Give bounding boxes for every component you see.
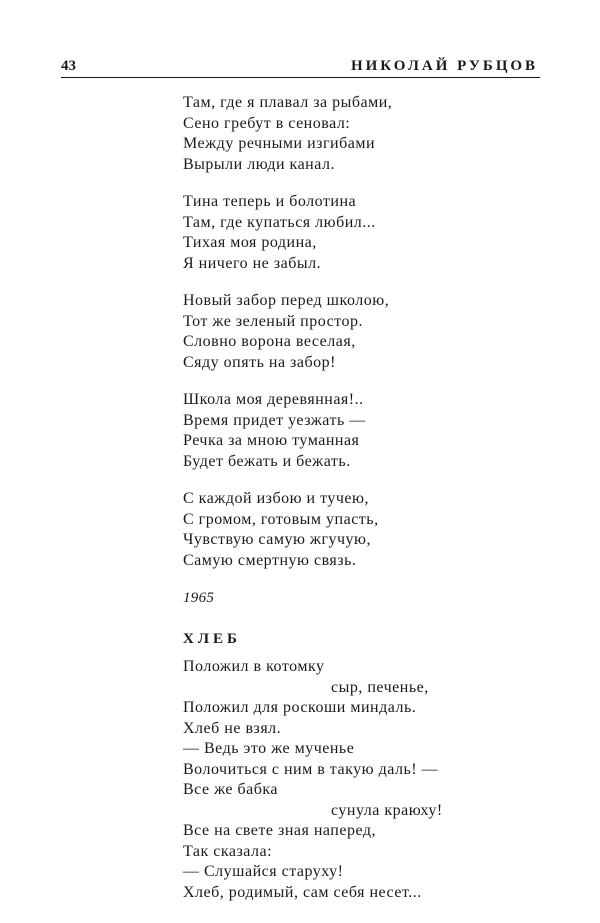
poem-line: Самую смертную связь.	[183, 551, 357, 569]
stanza	[183, 93, 563, 175]
poem-line: — Слушайся старуху!	[183, 863, 344, 880]
poem-line: Новый забор перед школою,	[183, 292, 390, 309]
poem-untitled	[183, 93, 563, 608]
poem-line: Тот же зеленый простор.	[183, 312, 364, 330]
poem-line: Волочиться с ним в такую даль! —	[183, 760, 439, 778]
stanza	[183, 192, 563, 274]
poem-line: Все на свете зная наперед,	[183, 822, 376, 839]
poem-line: Время придет уезжать —	[183, 411, 366, 429]
poem-line: Тина теперь и болотина	[183, 193, 357, 210]
poem-line: сунула краюху!	[331, 801, 443, 819]
poem-line: Чувствую самую жгучую,	[183, 531, 372, 548]
poem-date: 1965	[183, 590, 215, 606]
poem-khleb	[183, 657, 563, 903]
poem-line: Положил в котомку	[183, 658, 325, 675]
poem-line: — Ведь это же мученье	[183, 740, 355, 757]
poem-line: Хлеб, родимый, сам себя несет...	[183, 883, 422, 901]
poem-line: Тихая моя родина,	[183, 234, 317, 251]
poem-line: Там, где я плавал за рыбами,	[183, 94, 393, 111]
stanza	[183, 291, 563, 373]
stanza	[183, 390, 563, 472]
running-head-author: НИКОЛАЙ РУБЦОВ	[350, 58, 538, 74]
stanza	[183, 489, 563, 571]
poem-line: С громом, готовым упасть,	[183, 510, 379, 528]
poem-line: Я ничего не забыл.	[183, 254, 322, 272]
poem-line: Хлеб не взял.	[183, 719, 282, 737]
poem-line: Так сказала:	[183, 842, 273, 860]
poem-line: Будет бежать и бежать.	[183, 452, 351, 470]
poem-line: Положил для роскоши миндаль.	[183, 699, 417, 716]
poem-line: Там, где купаться любил...	[183, 213, 376, 231]
poem-line: Сяду опять на забор!	[183, 353, 336, 371]
page-number: 43	[61, 58, 76, 74]
poem-line: сыр, печенье,	[331, 678, 429, 696]
poem-line: Вырыли люди канал.	[183, 155, 335, 173]
header-rule	[61, 77, 540, 78]
poem-line: Речка за мною туманная	[183, 432, 360, 449]
poem-line: Школа моя деревянная!..	[183, 391, 364, 408]
poem-line: Между речными изгибами	[183, 135, 375, 152]
poem-line: Словно ворона веселая,	[183, 333, 356, 350]
poem-title: ХЛЕБ	[183, 631, 241, 647]
poem-line: Все же бабка	[183, 781, 279, 798]
poem-line: Сено гребут в сеновал:	[183, 114, 351, 132]
poem-line: С каждой избою и тучею,	[183, 490, 369, 507]
